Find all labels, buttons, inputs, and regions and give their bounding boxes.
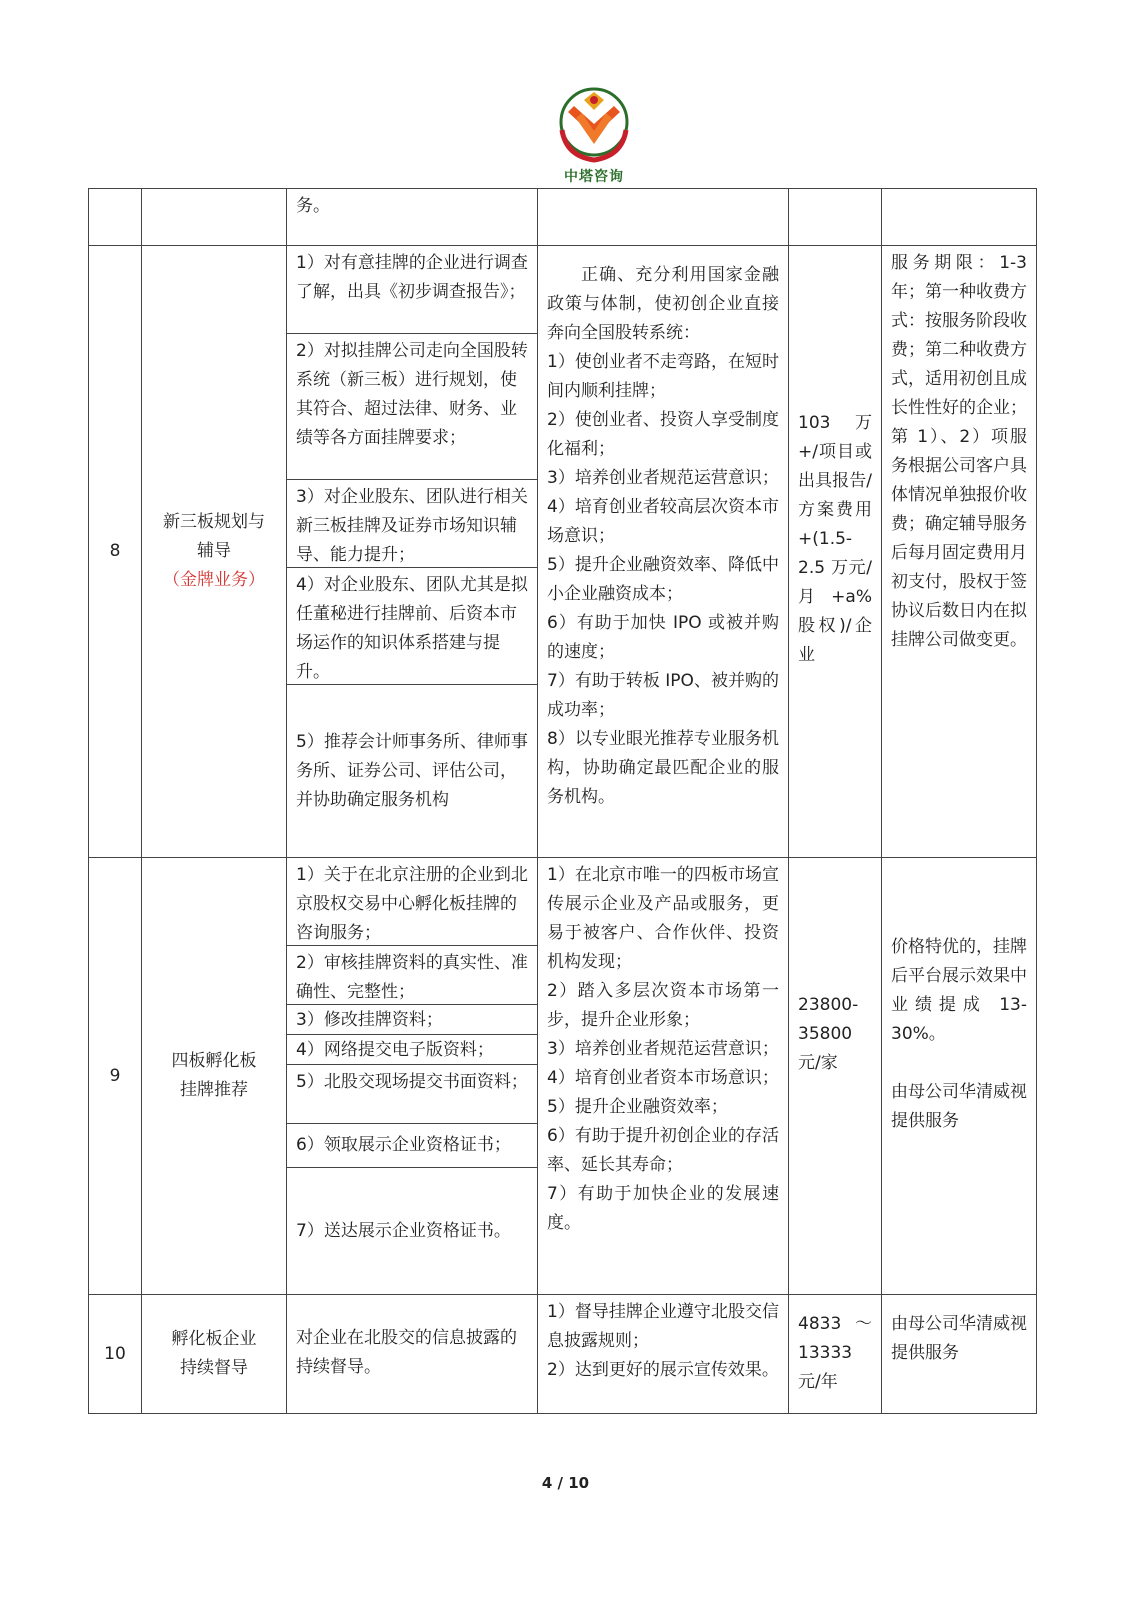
benefit-item: 2）达到更好的展示宣传效果。 — [547, 1360, 779, 1380]
service-price — [789, 858, 882, 1295]
content-item: 3）对企业股东、团队进行相关新三板挂牌及证券市场知识辅导、能力提升； — [287, 480, 537, 568]
gold-tag: （金牌业务） — [163, 570, 265, 590]
benefit-item: 5）提升企业融资效率、降低中小企业融资成本； — [547, 555, 779, 604]
service-benefit — [538, 246, 789, 858]
cell-price — [789, 189, 882, 246]
company-logo — [548, 86, 640, 186]
row-number: 10 — [89, 1295, 142, 1414]
logo-brand-text: 中塔咨询 — [564, 169, 624, 185]
service-table — [88, 188, 1037, 1414]
content-item: 1）对有意挂牌的企业进行调查了解，出具《初步调查报告》； — [287, 246, 537, 334]
cell-num — [89, 189, 142, 246]
benefit-item: 4）培育创业者资本市场意识； — [547, 1068, 779, 1088]
table-row-continuation — [89, 189, 1037, 246]
note-text: 由母公司华清威视提供服务 — [891, 1314, 1027, 1363]
benefit-item: 7）有助于加快企业的发展速度。 — [547, 1184, 779, 1233]
benefit-item: 2）使创业者、投资人享受制度化福利； — [547, 410, 779, 459]
service-benefit — [538, 1295, 789, 1414]
service-content — [287, 1295, 538, 1414]
service-name-line1: 孵化板企业 — [171, 1329, 257, 1349]
service-note: 服务期限：1-3 年；第一种收费方式：按服务阶段收费；第二种收费方式，适用初创且成长性性好的企业；第 1）、2）项服务根据公司客户具体情况单独报价收费；确定辅导服务后每月固定费用月初支付，股权于签协议后数日内在拟挂牌公司做变更。 — [882, 246, 1037, 858]
content-text: 对企业在北股交的信息披露的持续督导。 — [296, 1328, 517, 1377]
content-item-text: 5）推荐会计师事务所、律师事务所、证券公司、评估公司，并协助确定服务机构 — [296, 731, 528, 810]
price-text: 103 万+/项目或出具报告/方案费用+(1.5-2.5 万元/月+a% 股权)/企业 — [798, 413, 872, 665]
content-item: 4）网络提交电子版资料； — [287, 1035, 537, 1065]
service-name — [142, 1295, 287, 1414]
benefit-item: 1）督导挂牌企业遵守北股交信息披露规则； — [547, 1302, 779, 1351]
service-content — [287, 858, 538, 1295]
page-number: 4 / 10 — [541, 1474, 590, 1492]
benefit-item: 3）培养创业者规范运营意识； — [547, 468, 779, 488]
content-item — [287, 1124, 537, 1168]
note-paragraph: 由母公司华清威视提供服务 — [891, 1082, 1027, 1131]
service-name — [142, 858, 287, 1295]
service-name-line1: 新三板规划与 — [163, 512, 265, 532]
benefit-item: 8）以专业眼光推荐专业服务机构，协助确定最匹配企业的服务机构。 — [547, 729, 779, 807]
cell-benefit — [538, 189, 789, 246]
service-name-line2: 辅导 — [197, 541, 231, 561]
content-item: 1）关于在北京注册的企业到北京股权交易中心孵化板挂牌的咨询服务； — [287, 858, 537, 946]
service-content — [287, 246, 538, 858]
benefit-item: 5）提升企业融资效率； — [547, 1097, 728, 1117]
cell-note — [882, 189, 1037, 246]
cell-content: 务。 — [287, 189, 538, 246]
service-benefit — [538, 858, 789, 1295]
cell-name — [142, 189, 287, 246]
content-item — [287, 1168, 537, 1294]
price-text: 23800-35800 元/家 — [798, 995, 859, 1073]
service-note — [882, 858, 1037, 1295]
content-item — [287, 685, 537, 857]
service-note — [882, 1295, 1037, 1414]
table-row-8 — [89, 246, 1037, 858]
content-item: 4）对企业股东、团队尤其是拟任董秘进行挂牌前、后资本市场运作的知识体系搭建与提升。 — [287, 568, 537, 685]
content-item: 2）对拟挂牌公司走向全国股转系统（新三板）进行规划，使其符合、超过法律、财务、业绩等各方面挂牌要求； — [287, 334, 537, 480]
benefit-item: 4）培育创业者较高层次资本市场意识； — [547, 497, 779, 546]
row-number: 8 — [89, 246, 142, 858]
content-item: 2）审核挂牌资料的真实性、准确性、完整性； — [287, 946, 537, 1005]
benefit-item: 1）在北京市唯一的四板市场宣传展示企业及产品或服务，更易于被客户、合作伙伴、投资机构发现； — [547, 865, 779, 972]
service-price — [789, 1295, 882, 1414]
service-name-line2: 持续督导 — [180, 1358, 248, 1378]
content-item: 5）北股交现场提交书面资料； — [287, 1065, 537, 1124]
note-paragraph: 价格特优的，挂牌后平台展示效果中业绩提成 13-30%。 — [891, 937, 1027, 1044]
price-text: 4833～13333 元/年 — [798, 1314, 872, 1392]
benefit-item: 6）有助于加快 IPO 或被并购的速度； — [547, 613, 779, 662]
benefit-item: 2）踏入多层次资本市场第一步，提升企业形象； — [547, 981, 779, 1030]
benefit-intro: 正确、充分利用国家金融政策与体制，使初创企业直接奔向全国股转系统： — [547, 265, 779, 343]
service-name-line2: 挂牌推荐 — [180, 1080, 248, 1100]
content-item-text: 6）领取展示企业资格证书； — [296, 1135, 511, 1155]
table-row-10 — [89, 1295, 1037, 1414]
service-name-line1: 四板孵化板 — [171, 1051, 257, 1071]
benefit-item: 1）使创业者不走弯路，在短时间内顺利挂牌； — [547, 352, 779, 401]
logo-emblem-icon — [548, 86, 640, 166]
service-name — [142, 246, 287, 858]
row-number: 9 — [89, 858, 142, 1295]
benefit-item: 6）有助于提升初创企业的存活率、延长其寿命； — [547, 1126, 779, 1175]
table-row-9 — [89, 858, 1037, 1295]
service-price — [789, 246, 882, 858]
benefit-item: 7）有助于转板 IPO、被并购的成功率； — [547, 671, 779, 720]
content-item: 3）修改挂牌资料； — [287, 1005, 537, 1035]
content-item-text: 7）送达展示企业资格证书。 — [296, 1220, 511, 1241]
benefit-item: 3）培养创业者规范运营意识； — [547, 1039, 779, 1059]
